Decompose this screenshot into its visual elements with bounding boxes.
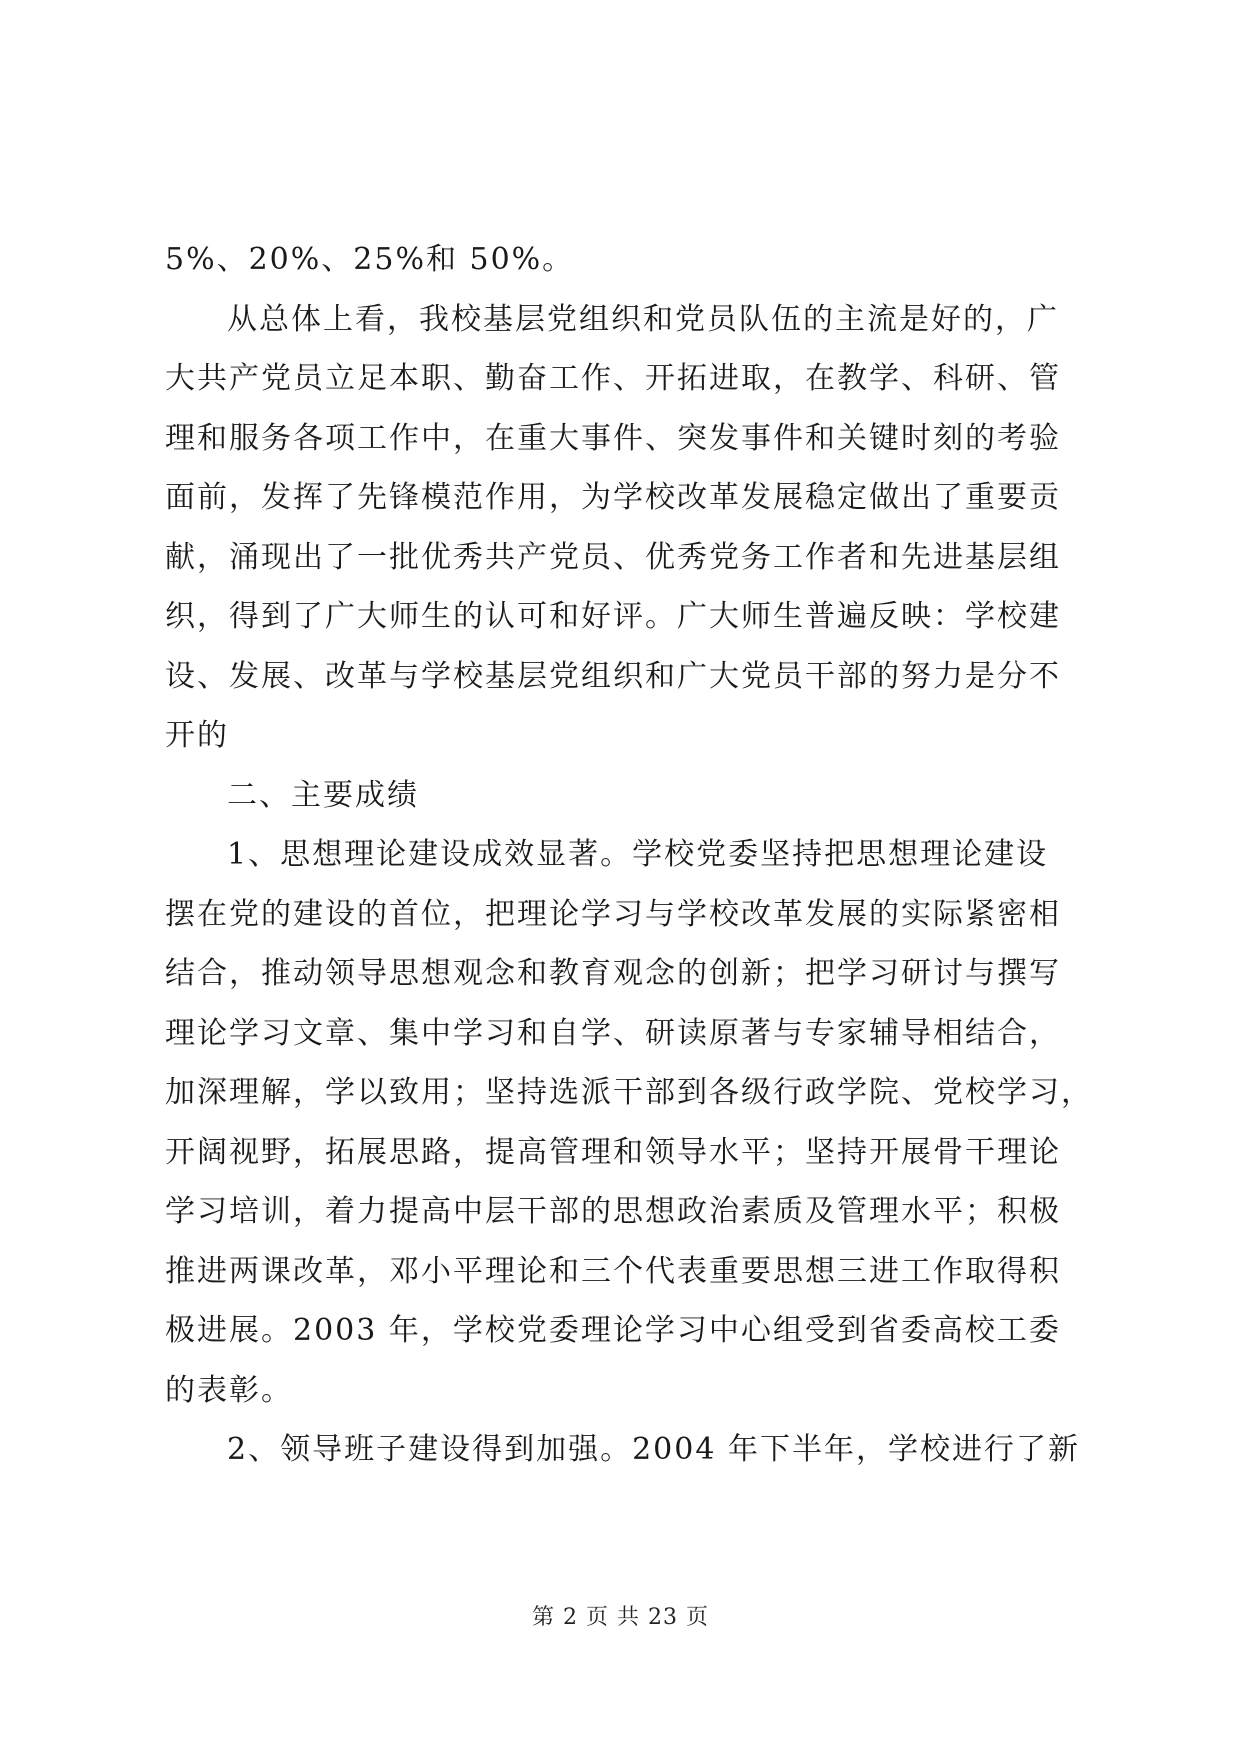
page-footer: 第 2 页 共 23 页 (532, 1605, 709, 1630)
text-line: 结合，推动领导思想观念和教育观念的创新；把学习研讨与撰写 (165, 956, 1061, 991)
paragraph (165, 825, 1093, 1420)
text-line: 从总体上看，我校基层党组织和党员队伍的主流是好的，广 (227, 301, 1059, 337)
text-line: 推进两课改革，邓小平理论和三个代表重要思想三进工作取得积 (165, 1253, 1061, 1289)
text-line: 二、主要成绩 (227, 777, 419, 813)
text-line: 开阔视野，拓展思路，提高管理和领导水平；坚持开展骨干理论 (165, 1134, 1061, 1170)
text-line: 开的 (165, 718, 229, 753)
text-line: 1、思想理论建设成效显著。学校党委坚持把思想理论建设 (227, 837, 1049, 872)
text-line: 织，得到了广大师生的认可和好评。广大师生普遍反映：学校建 (165, 599, 1061, 634)
text-line: 2、领导班子建设得到加强。2004 年下半年，学校进行了新 (227, 1432, 1080, 1467)
text-line: 理论学习文章、集中学习和自学、研读原著与专家辅导相结合， (165, 1015, 1061, 1051)
paragraph (165, 766, 1085, 826)
text-line: 设、发展、改革与学校基层党组织和广大党员干部的努力是分不 (165, 658, 1061, 694)
text-line: 的表彰。 (165, 1372, 293, 1408)
text-line: 摆在党的建设的首位，把理论学习与学校改革发展的实际紧密相 (165, 896, 1061, 932)
paragraph (165, 290, 1085, 766)
text-line: 大共产党员立足本职、勤奋工作、开拓进取，在教学、科研、管 (165, 361, 1061, 396)
text-line: 5%、20%、25%和 50%。 (165, 242, 575, 277)
text-line: 极进展。2003 年，学校党委理论学习中心组受到省委高校工委 (165, 1313, 1061, 1348)
text-line: 面前，发挥了先锋模范作用，为学校改革发展稳定做出了重要贡 (165, 480, 1061, 515)
text-line: 加深理解，学以致用；坚持选派干部到各级行政学院、党校学习， (165, 1075, 1093, 1110)
text-line: 献，涌现出了一批优秀共产党员、优秀党务工作者和先进基层组 (165, 539, 1061, 575)
paragraph (165, 230, 1085, 290)
text-line: 学习培训，着力提高中层干部的思想政治素质及管理水平；积极 (165, 1194, 1061, 1229)
paragraph (165, 1420, 1085, 1480)
document-body (165, 230, 1093, 1480)
text-line: 理和服务各项工作中，在重大事件、突发事件和关键时刻的考验 (165, 420, 1061, 456)
